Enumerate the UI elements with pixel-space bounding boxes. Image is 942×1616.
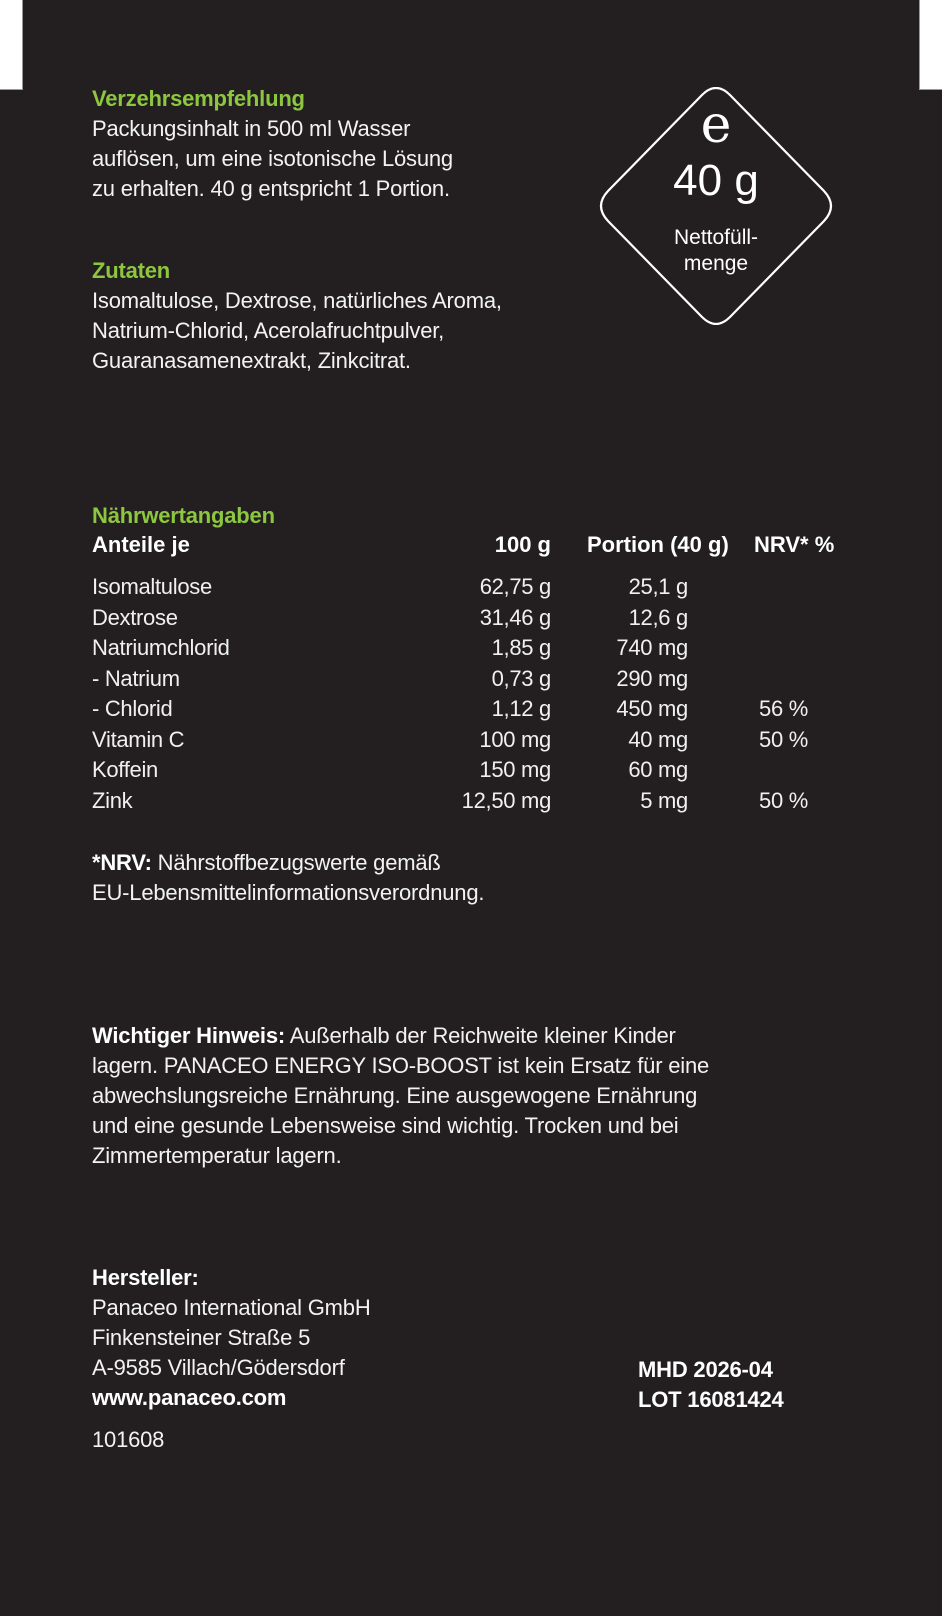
manufacturer-heading: Hersteller: — [92, 1265, 199, 1290]
usage-line: auflösen, um eine isotonische Lösung — [92, 146, 453, 171]
net-quantity-value: 40 g — [673, 156, 759, 205]
notice-text: und eine gesunde Lebensweise sind wichtig. Trocken und bei — [92, 1113, 679, 1138]
net-quantity-badge — [598, 87, 834, 325]
table-row — [92, 696, 872, 727]
column-header-nrv: NRV* % — [754, 532, 835, 557]
manufacturer-section — [92, 1263, 371, 1455]
value-portion: 740 mg — [616, 635, 688, 660]
manufacturer-name: Panaceo International GmbH — [92, 1295, 371, 1320]
value-portion: 12,6 g — [628, 604, 688, 630]
ingredients-line: Natrium-Chlorid, Acerolafruchtpulver, — [92, 318, 445, 343]
nrv-footnote-text: Nährstoffbezugswerte gemäß — [151, 850, 441, 875]
value-per100: 1,12 g — [491, 696, 551, 721]
table-row — [92, 666, 872, 697]
nutrient-name: Vitamin C — [92, 726, 185, 752]
lot-number: LOT 16081424 — [638, 1387, 784, 1412]
nutrition-heading: Nährwertangaben — [92, 503, 275, 528]
notice-label: Wichtiger Hinweis: — [92, 1023, 286, 1048]
article-code: 101608 — [92, 1427, 165, 1452]
nrv-footnote-label: *NRV: — [92, 850, 152, 875]
ingredients-section — [92, 256, 502, 376]
left-edge-strip — [0, 0, 23, 90]
batch-info — [638, 1355, 784, 1415]
manufacturer-city: A-9585 Villach/Gödersdorf — [92, 1355, 345, 1380]
manufacturer-street: Finkensteiner Straße 5 — [92, 1325, 311, 1350]
usage-text — [92, 114, 453, 204]
table-row — [92, 757, 872, 788]
nutrient-name: Koffein — [92, 757, 158, 782]
nutrient-name: Zink — [92, 787, 133, 813]
net-quantity-label — [598, 225, 834, 277]
ingredients-line: Guaranasamenextrakt, Zinkcitrat. — [92, 348, 411, 373]
notice-text: lagern. PANACEO ENERGY ISO-BOOST ist kein Ersatz für eine — [92, 1053, 710, 1078]
usage-heading: Verzehrsempfehlung — [92, 86, 305, 111]
value-per100: 0,73 g — [491, 665, 551, 691]
table-row — [92, 605, 872, 636]
column-header-portion: Portion (40 g) — [587, 532, 729, 557]
value-portion: 450 mg — [616, 696, 688, 721]
nutrient-name: - Chlorid — [92, 696, 173, 721]
ingredients-text — [92, 286, 502, 376]
usage-section — [92, 84, 453, 204]
value-per100: 62,75 g — [479, 574, 551, 599]
nutrient-name: Isomaltulose — [92, 574, 212, 599]
value-per100: 31,46 g — [479, 604, 551, 630]
value-portion: 25,1 g — [628, 574, 688, 599]
important-notice — [92, 1021, 709, 1171]
table-row — [92, 635, 872, 666]
table-row — [92, 788, 872, 819]
nutrient-name: - Natrium — [92, 665, 180, 691]
table-row — [92, 574, 872, 605]
value-per100: 1,85 g — [491, 635, 551, 660]
value-nrv: 50 % — [759, 726, 808, 752]
ingredients-line: Isomaltulose, Dextrose, natürliches Aroma, — [92, 288, 502, 313]
column-header-per100: 100 g — [494, 532, 551, 557]
nrv-footnote — [92, 848, 484, 908]
nutrient-name: Dextrose — [92, 604, 178, 630]
table-row — [92, 727, 872, 758]
nutrition-header-row — [92, 532, 872, 566]
value-nrv: 50 % — [759, 787, 808, 813]
best-before-date: MHD 2026-04 — [638, 1357, 773, 1382]
column-header-name: Anteile je — [92, 532, 190, 557]
value-per100: 150 mg — [479, 757, 551, 782]
value-per100: 12,50 mg — [461, 787, 551, 813]
value-portion: 40 mg — [628, 726, 688, 752]
ingredients-heading: Zutaten — [92, 258, 171, 283]
manufacturer-website-link[interactable]: www.panaceo.com — [92, 1385, 287, 1410]
notice-text: Außerhalb der Reichweite kleiner Kinder — [285, 1023, 676, 1048]
usage-line: zu erhalten. 40 g entspricht 1 Portion. — [92, 176, 450, 201]
value-per100: 100 mg — [479, 726, 551, 752]
net-quantity-label-line: menge — [683, 252, 749, 275]
nutrition-table — [92, 500, 872, 818]
value-nrv: 56 % — [759, 696, 808, 721]
nutrient-name: Natriumchlorid — [92, 635, 230, 660]
nrv-footnote-text: EU-Lebensmittelinformationsverordnung. — [92, 880, 485, 905]
value-portion: 5 mg — [640, 787, 688, 813]
estimated-sign-icon: e — [700, 95, 732, 155]
right-edge-strip — [919, 0, 942, 90]
value-portion: 60 mg — [628, 757, 688, 782]
usage-line: Packungsinhalt in 500 ml Wasser — [92, 116, 411, 141]
notice-text: Zimmertemperatur lagern. — [92, 1143, 342, 1168]
notice-text: abwechslungsreiche Ernährung. Eine ausgewogene Ernährung — [92, 1083, 698, 1108]
net-quantity-label-line: Nettofüll- — [673, 226, 759, 249]
value-portion: 290 mg — [616, 665, 688, 691]
